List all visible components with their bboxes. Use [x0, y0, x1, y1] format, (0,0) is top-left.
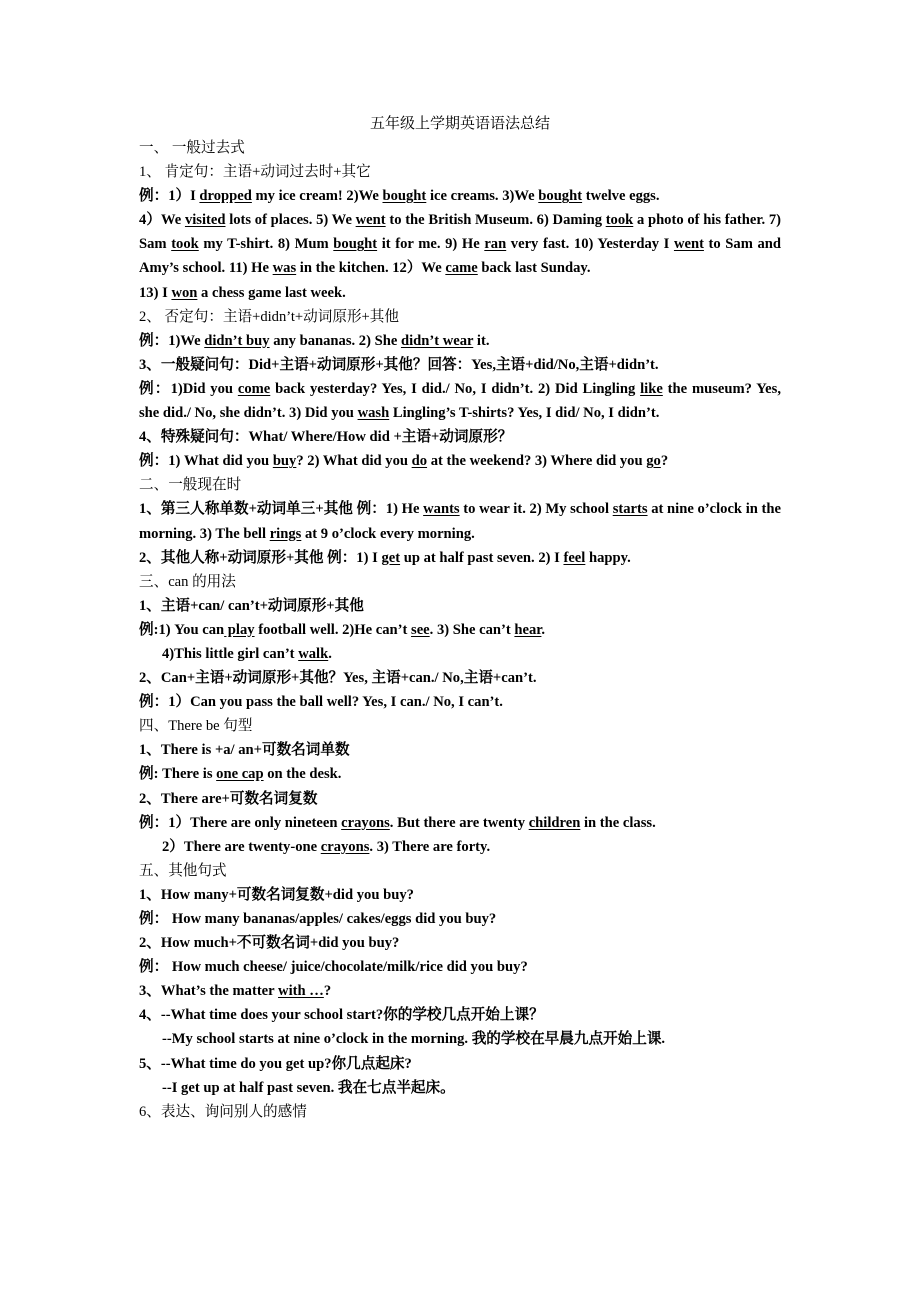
document-page	[139, 112, 781, 1124]
affirmative-example-c: 13) I won a chess game last week.	[139, 284, 346, 301]
school-start-answer: --My school starts at nine o’clock in the morning. 我的学校在早晨九点开始上课.	[162, 1031, 666, 1048]
there-is-example: 例: There is one cap on the desk.	[139, 766, 342, 783]
negative-example: 例：1)We didn’t buy any bananas. 2) She didn’t wear it.	[139, 332, 490, 349]
page-title: 五年级上学期英语语法总结	[369, 116, 550, 132]
negative-rule: 2、 否定句：主语+didn’t+动词原形+其他	[139, 308, 399, 325]
affirmative-rule: 1、 肯定句：主语+动词过去时+其它	[139, 164, 371, 181]
can-rule-1: 1、主语+can/ can’t+动词原形+其他	[139, 597, 364, 614]
other-person-rule: 2、其他人称+动词原形+其他 例：1) I get up at half past seven. 2) I feel happy.	[139, 549, 631, 566]
get-up-question: 5、--What time do you get up?你几点起床?	[139, 1055, 412, 1072]
section-2-heading: 二、一般现在时	[139, 477, 242, 494]
how-many-rule: 1、How many+可数名词复数+did you buy?	[139, 886, 414, 903]
special-question-example: 例：1) What did you buy? 2) What did you do at the weekend? 3) Where did you go?	[139, 453, 669, 470]
section-1-heading: 一、 一般过去式	[139, 140, 245, 156]
can-rule-2: 2、Can+主语+动词原形+其他？Yes, 主语+can./ No,主语+can’t.	[139, 670, 537, 687]
get-up-answer: --I get up at half past seven. 我在七点半起床。	[162, 1079, 455, 1096]
general-question-example: 例：1)Did you come back yesterday? Yes, I did./ No, I didn’t. 2) Did Lingling like the museum? Yes, she did./ No, she didn’t. 3) Did you wash Lingling’s T-shirts? Yes, I did/ No, I didn’t.	[139, 380, 781, 422]
there-are-example-b: 2）There are twenty-one crayons. 3) There are forty.	[162, 838, 491, 855]
affirmative-example-b: 4）We visited lots of places. 5) We went to the British Museum. 6) Daming took a photo of his father. 7) Sam took my T-shirt. 8) Mum bought it for me. 9) He ran very fast. 10) Yesterday I went to Sam and Amy’s school. 11) He was in the kitchen. 12）We came back last Sunday.	[139, 212, 782, 277]
can-example-1b: 4)This little girl can’t walk.	[162, 645, 332, 662]
general-question-rule: 3、一般疑问句：Did+主语+动词原形+其他？回答：Yes,主语+did/No,主语+didn’t.	[139, 356, 659, 373]
third-person-rule: 1、第三人称单数+动词单三+其他 例：1) He wants to wear it. 2) My school starts at nine o’clock in the morning. 3) The bell rings at 9 o’clock every morning.	[139, 501, 781, 542]
school-start-question: 4、--What time does your school start?你的学校几点开始上课？	[139, 1007, 544, 1024]
whats-the-matter: 3、What’s the matter with …?	[139, 983, 332, 1000]
there-are-rule: 2、There are+可数名词复数	[139, 790, 318, 807]
feelings-rule: 6、表达、询问别人的感情	[139, 1103, 307, 1120]
how-much-rule: 2、How much+不可数名词+did you buy?	[139, 935, 400, 952]
section-3-heading: 三、can 的用法	[139, 573, 236, 590]
can-example-1: 例:1) You can play football well. 2)He can’t see. 3) She can’t hear.	[139, 621, 546, 638]
can-example-2: 例：1）Can you pass the ball well? Yes, I can./ No, I can’t.	[139, 694, 503, 711]
section-5-heading: 五、其他句式	[139, 862, 227, 879]
special-question-rule: 4、特殊疑问句：What/ Where/How did +主语+动词原形？	[139, 429, 513, 446]
affirmative-example-a: 例：1）I dropped my ice cream! 2)We bought ice creams. 3)We bought twelve eggs.	[139, 188, 660, 205]
how-many-example: 例： How many bananas/apples/ cakes/eggs did you buy?	[139, 911, 497, 927]
how-much-example: 例： How much cheese/ juice/chocolate/milk/rice did you buy?	[139, 959, 528, 976]
section-4-heading: 四、There be 句型	[139, 718, 253, 735]
there-is-rule: 1、There is +a/ an+可数名词单数	[139, 742, 350, 759]
there-are-example-a: 例：1）There are only nineteen crayons. But there are twenty children in the class.	[139, 814, 656, 831]
